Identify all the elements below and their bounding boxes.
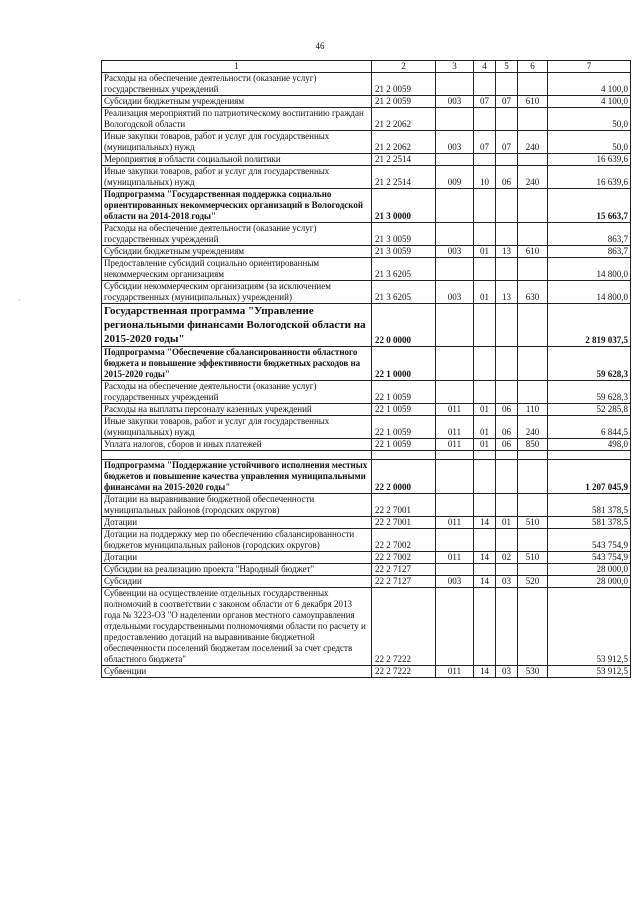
target-code-cell: 21 2 2062: [372, 131, 436, 154]
row-name-cell: Иные закупки товаров, работ и услуг для государственных (муниципальных) нужд: [102, 166, 372, 189]
row-name-cell: Подпрограмма "Государственная поддержка социально ориентированных некоммерческих организаций в Вологодской области на 2014-2018 годы": [102, 189, 372, 223]
section-code-cell: [474, 73, 496, 96]
target-code-cell: 21 3 6205: [372, 258, 436, 281]
target-code-cell: 22 2 7222: [372, 588, 436, 666]
ministry-code-cell: [436, 588, 474, 666]
column-header: 3: [436, 61, 474, 73]
amount-cell: 50,0: [548, 108, 631, 131]
ministry-code-cell: [436, 529, 474, 552]
amount-cell: 2 819 037,5: [548, 304, 631, 347]
target-code-cell: 22 1 0059: [372, 381, 436, 404]
target-code-cell: 21 2 0059: [372, 96, 436, 108]
subsection-code-cell: 06: [496, 416, 518, 439]
spacer-cell: [518, 451, 548, 460]
table-row: [102, 131, 631, 154]
target-code-cell: 22 1 0059: [372, 439, 436, 451]
column-header: 7: [548, 61, 631, 73]
target-code-cell: 22 0 0000: [372, 304, 436, 347]
column-header: 6: [518, 61, 548, 73]
expense-type-cell: 520: [518, 576, 548, 588]
subsection-code-cell: [496, 108, 518, 131]
subsection-code-cell: 13: [496, 281, 518, 304]
section-code-cell: [474, 154, 496, 166]
column-header: 4: [474, 61, 496, 73]
table-row: [102, 666, 631, 678]
spacer-cell: [436, 451, 474, 460]
amount-cell: 4 100,0: [548, 96, 631, 108]
amount-cell: 543 754,9: [548, 552, 631, 564]
amount-cell: 581 378,5: [548, 494, 631, 517]
target-code-cell: 22 2 7127: [372, 576, 436, 588]
subsection-code-cell: [496, 494, 518, 517]
row-name-cell: Расходы на обеспечение деятельности (оказание услуг) государственных учреждений: [102, 73, 372, 96]
ministry-code-cell: [436, 258, 474, 281]
table-row: [102, 529, 631, 552]
expense-type-cell: 240: [518, 166, 548, 189]
amount-cell: 543 754,9: [548, 529, 631, 552]
table-row: [102, 108, 631, 131]
spacer-cell: [474, 451, 496, 460]
table-row: [102, 552, 631, 564]
row-name-cell: Подпрограмма "Поддержание устойчивого исполнения местных бюджетов и повышение качества управления муниципальными финансами на 2015-2020 годы": [102, 460, 372, 494]
table-row: [102, 381, 631, 404]
row-name-cell: Дотации: [102, 552, 372, 564]
table-row: [102, 154, 631, 166]
expense-type-cell: [518, 73, 548, 96]
expense-type-cell: [518, 460, 548, 494]
row-name-cell: Субсидии бюджетным учреждениям: [102, 246, 372, 258]
subsection-code-cell: [496, 460, 518, 494]
section-code-cell: [474, 347, 496, 381]
ministry-code-cell: 003: [436, 281, 474, 304]
amount-cell: 28 000,0: [548, 576, 631, 588]
spacer-row: [102, 451, 631, 460]
ministry-code-cell: [436, 304, 474, 347]
subsection-code-cell: 03: [496, 576, 518, 588]
target-code-cell: 21 3 0059: [372, 223, 436, 246]
subsection-code-cell: [496, 381, 518, 404]
section-code-cell: 01: [474, 404, 496, 416]
row-name-cell: Дотации на поддержку мер по обеспечению сбалансированности бюджетов муниципальных районов (городских округов): [102, 529, 372, 552]
table-row: [102, 404, 631, 416]
target-code-cell: 22 2 7222: [372, 666, 436, 678]
expense-type-cell: [518, 381, 548, 404]
row-name-cell: Уплата налогов, сборов и иных платежей: [102, 439, 372, 451]
table-row: [102, 347, 631, 381]
amount-cell: 53 912,5: [548, 666, 631, 678]
subsection-code-cell: [496, 304, 518, 347]
ministry-code-cell: [436, 223, 474, 246]
expense-type-cell: 110: [518, 404, 548, 416]
table-row: [102, 281, 631, 304]
section-code-cell: [474, 588, 496, 666]
ministry-code-cell: [436, 108, 474, 131]
column-header: 1: [102, 61, 372, 73]
expense-type-cell: [518, 223, 548, 246]
expense-type-cell: [518, 154, 548, 166]
amount-cell: 498,0: [548, 439, 631, 451]
ministry-code-cell: [436, 460, 474, 494]
row-name-cell: Субсидии на реализацию проекта "Народный бюджет": [102, 564, 372, 576]
expense-type-cell: [518, 347, 548, 381]
amount-cell: 15 663,7: [548, 189, 631, 223]
subsection-code-cell: 06: [496, 166, 518, 189]
row-name-cell: Предоставление субсидий социально ориентированным некоммерческим организациям: [102, 258, 372, 281]
subsection-code-cell: [496, 189, 518, 223]
ministry-code-cell: [436, 189, 474, 223]
target-code-cell: 22 1 0059: [372, 404, 436, 416]
expense-type-cell: 510: [518, 552, 548, 564]
row-name-cell: Дотации: [102, 517, 372, 529]
target-code-cell: 21 2 0059: [372, 73, 436, 96]
ministry-code-cell: 003: [436, 131, 474, 154]
target-code-cell: 22 2 7001: [372, 494, 436, 517]
table-row: [102, 223, 631, 246]
row-name-cell: Расходы на обеспечение деятельности (оказание услуг) государственных учреждений: [102, 223, 372, 246]
table-row: [102, 494, 631, 517]
amount-cell: 28 000,0: [548, 564, 631, 576]
subsection-code-cell: 02: [496, 552, 518, 564]
section-code-cell: [474, 494, 496, 517]
section-code-cell: [474, 529, 496, 552]
section-code-cell: 14: [474, 576, 496, 588]
expense-type-cell: 240: [518, 131, 548, 154]
section-code-cell: [474, 108, 496, 131]
expense-type-cell: [518, 304, 548, 347]
row-name-cell: Субсидии бюджетным учреждениям: [102, 96, 372, 108]
expense-type-cell: [518, 494, 548, 517]
subsection-code-cell: 06: [496, 439, 518, 451]
expense-type-cell: 610: [518, 246, 548, 258]
row-name-cell: Реализация мероприятий по патриотическому воспитанию граждан Вологодской области: [102, 108, 372, 131]
amount-cell: 1 207 045,9: [548, 460, 631, 494]
target-code-cell: 22 1 0000: [372, 347, 436, 381]
expense-type-cell: [518, 564, 548, 576]
section-code-cell: 14: [474, 552, 496, 564]
ministry-code-cell: [436, 564, 474, 576]
spacer-cell: [372, 451, 436, 460]
section-code-cell: [474, 460, 496, 494]
table-row: [102, 73, 631, 96]
ministry-code-cell: [436, 494, 474, 517]
ministry-code-cell: 011: [436, 517, 474, 529]
section-code-cell: 10: [474, 166, 496, 189]
ministry-code-cell: [436, 73, 474, 96]
target-code-cell: 22 2 7127: [372, 564, 436, 576]
subsection-code-cell: 13: [496, 246, 518, 258]
amount-cell: 59 628,3: [548, 381, 631, 404]
subsection-code-cell: [496, 258, 518, 281]
section-code-cell: [474, 258, 496, 281]
section-code-cell: 14: [474, 517, 496, 529]
expense-type-cell: [518, 108, 548, 131]
table-row: [102, 588, 631, 666]
expense-type-cell: [518, 529, 548, 552]
row-name-cell: Расходы на обеспечение деятельности (оказание услуг) государственных учреждений: [102, 381, 372, 404]
amount-cell: 581 378,5: [548, 517, 631, 529]
expense-type-cell: [518, 588, 548, 666]
target-code-cell: 22 2 7001: [372, 517, 436, 529]
amount-cell: 50,0: [548, 131, 631, 154]
amount-cell: 14 800,0: [548, 281, 631, 304]
amount-cell: 14 800,0: [548, 258, 631, 281]
table-row: [102, 416, 631, 439]
amount-cell: 863,7: [548, 223, 631, 246]
table-row: [102, 96, 631, 108]
section-code-cell: [474, 189, 496, 223]
page-number: 46: [315, 41, 325, 51]
column-header: 5: [496, 61, 518, 73]
section-code-cell: 01: [474, 416, 496, 439]
section-code-cell: 14: [474, 666, 496, 678]
header-row: [102, 61, 631, 73]
column-header: 2: [372, 61, 436, 73]
budget-table: [101, 60, 631, 678]
expense-type-cell: 850: [518, 439, 548, 451]
subsection-code-cell: [496, 564, 518, 576]
row-name-cell: Субвенции на осуществление отдельных государственных полномочий в соответствии с законом области от 6 декабря 2013 года № 3223-ОЗ "О наделении органов местного самоуправления отдельными государственными полномочиями области по расчету и предоставлению дотаций на выравнивание бюджетной обеспеченности поселений бюджетам поселений за счет средств областного бюджета": [102, 588, 372, 666]
section-code-cell: 01: [474, 439, 496, 451]
subsection-code-cell: 07: [496, 131, 518, 154]
ministry-code-cell: [436, 347, 474, 381]
section-code-cell: 01: [474, 281, 496, 304]
row-name-cell: Государственная программа "Управление региональными финансами Вологодской области на 2015-2020 годы": [102, 304, 372, 347]
subsection-code-cell: 01: [496, 517, 518, 529]
spacer-cell: [548, 451, 631, 460]
row-name-cell: Субсидии: [102, 576, 372, 588]
table-row: [102, 439, 631, 451]
amount-cell: 4 100,0: [548, 73, 631, 96]
table-row: [102, 246, 631, 258]
row-name-cell: Расходы на выплаты персоналу казенных учреждений: [102, 404, 372, 416]
ministry-code-cell: [436, 381, 474, 404]
expense-type-cell: 240: [518, 416, 548, 439]
row-name-cell: Подпрограмма "Обеспечение сбалансированности областного бюджета и повышение эффективности бюджетных расходов на 2015-2020 годы": [102, 347, 372, 381]
expense-type-cell: 530: [518, 666, 548, 678]
section-code-cell: 07: [474, 131, 496, 154]
target-code-cell: 22 2 7002: [372, 552, 436, 564]
subsection-code-cell: 06: [496, 404, 518, 416]
subsection-code-cell: 07: [496, 96, 518, 108]
table-row: [102, 564, 631, 576]
ministry-code-cell: 003: [436, 96, 474, 108]
amount-cell: 863,7: [548, 246, 631, 258]
spacer-cell: [102, 451, 372, 460]
row-name-cell: Иные закупки товаров, работ и услуг для государственных (муниципальных) нужд: [102, 416, 372, 439]
subsection-code-cell: [496, 223, 518, 246]
target-code-cell: 21 3 6205: [372, 281, 436, 304]
expense-type-cell: [518, 189, 548, 223]
expense-type-cell: 610: [518, 96, 548, 108]
table-row: [102, 460, 631, 494]
ministry-code-cell: 009: [436, 166, 474, 189]
target-code-cell: 21 2 2514: [372, 154, 436, 166]
ministry-code-cell: [436, 154, 474, 166]
amount-cell: 52 285,8: [548, 404, 631, 416]
table-row: [102, 166, 631, 189]
ministry-code-cell: 003: [436, 246, 474, 258]
subsection-code-cell: [496, 347, 518, 381]
amount-cell: 53 912,5: [548, 588, 631, 666]
section-code-cell: [474, 381, 496, 404]
table-row: [102, 304, 631, 347]
table-row: [102, 258, 631, 281]
ministry-code-cell: 011: [436, 552, 474, 564]
ministry-code-cell: 003: [436, 576, 474, 588]
expense-type-cell: [518, 258, 548, 281]
expense-type-cell: 510: [518, 517, 548, 529]
target-code-cell: 22 1 0059: [372, 416, 436, 439]
margin-mark: ·: [18, 296, 21, 305]
subsection-code-cell: 03: [496, 666, 518, 678]
amount-cell: 59 628,3: [548, 347, 631, 381]
ministry-code-cell: 011: [436, 439, 474, 451]
section-code-cell: 07: [474, 96, 496, 108]
subsection-code-cell: [496, 529, 518, 552]
target-code-cell: 21 3 0059: [372, 246, 436, 258]
target-code-cell: 21 2 2062: [372, 108, 436, 131]
table-row: [102, 517, 631, 529]
row-name-cell: Субсидии некоммерческим организациям (за исключением государственных (муниципальных) учреждений): [102, 281, 372, 304]
row-name-cell: Субвенции: [102, 666, 372, 678]
subsection-code-cell: [496, 73, 518, 96]
subsection-code-cell: [496, 154, 518, 166]
target-code-cell: 21 2 2514: [372, 166, 436, 189]
ministry-code-cell: 011: [436, 404, 474, 416]
ministry-code-cell: 011: [436, 666, 474, 678]
spacer-cell: [496, 451, 518, 460]
amount-cell: 6 844,5: [548, 416, 631, 439]
table-row: [102, 189, 631, 223]
section-code-cell: [474, 564, 496, 576]
expense-type-cell: 630: [518, 281, 548, 304]
amount-cell: 16 639,6: [548, 154, 631, 166]
table-row: [102, 576, 631, 588]
subsection-code-cell: [496, 588, 518, 666]
target-code-cell: 22 2 7002: [372, 529, 436, 552]
target-code-cell: 21 3 0000: [372, 189, 436, 223]
amount-cell: 16 639,6: [548, 166, 631, 189]
section-code-cell: 01: [474, 246, 496, 258]
ministry-code-cell: 011: [436, 416, 474, 439]
row-name-cell: Иные закупки товаров, работ и услуг для государственных (муниципальных) нужд: [102, 131, 372, 154]
row-name-cell: Мероприятия в области социальной политики: [102, 154, 372, 166]
row-name-cell: Дотации на выравнивание бюджетной обеспеченности муниципальных районов (городских округов): [102, 494, 372, 517]
section-code-cell: [474, 223, 496, 246]
section-code-cell: [474, 304, 496, 347]
target-code-cell: 22 2 0000: [372, 460, 436, 494]
